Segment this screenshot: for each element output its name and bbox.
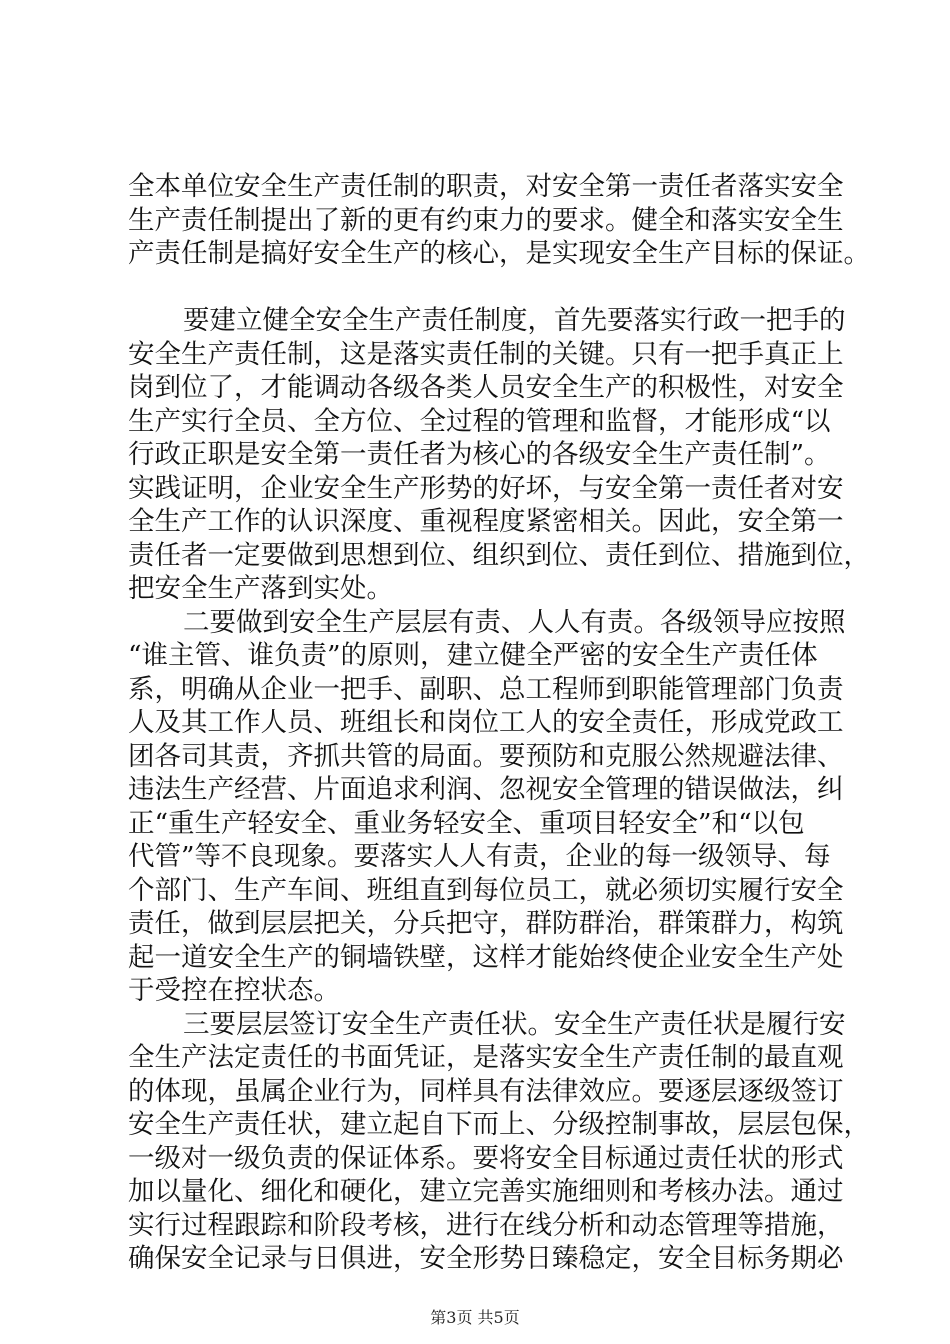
paragraph-2 [128,304,870,606]
text-line: 二要做到安全生产层层有责、人人有责。各级领导应按照 [183,606,846,638]
text-line: 违法生产经营、片面追求利润、忽视安全管理的错误做法，纠 [128,774,844,805]
text-line: 团各司其责，齐抓共管的局面。要预防和克服公然规避法律、 [128,740,844,772]
paragraph-4 [128,1008,870,1276]
text-line: 把安全生产落到实处。 [128,573,393,604]
paragraph-1 [128,170,870,271]
text-line: “谁主管、谁负责”的原则，建立健全严密的安全生产责任体 [128,640,818,671]
text-line: 加以量化、细化和硬化，建立完善实施细则和考核办法。通过 [128,1176,844,1207]
text-line: 实践证明，企业安全生产形势的好坏，与安全第一责任者对安 [128,472,844,504]
text-line: 生产实行全员、全方位、全过程的管理和监督，才能形成“以 [128,405,831,437]
text-line: 系，明确从企业一把手、副职、总工程师到职能管理部门负责 [128,673,844,705]
text-line: 全生产法定责任的书面凭证，是落实安全生产责任制的最直观 [128,1042,844,1073]
text-line: 安全生产责任状，建立起自下而上、分级控制事故，层层包保， [128,1109,870,1140]
text-line: 一级对一级负责的保证体系。要将安全目标通过责任状的形式 [128,1142,844,1174]
text-line: 确保安全记录与日俱进，安全形势日臻稳定，安全目标务期必 [128,1243,844,1274]
text-line: 全本单位安全生产责任制的职责，对安全第一责任者落实安全 [128,171,844,202]
text-line: 个部门、生产车间、班组直到每位员工，就必须切实履行安全 [128,874,844,906]
text-line: 起一道安全生产的铜墙铁壁，这样才能始终使企业安全生产处 [128,941,844,973]
text-line: 的体现，虽属企业行为，同样具有法律效应。要逐层逐级签订 [128,1075,844,1107]
text-line: 全生产工作的认识深度、重视程度紧密相关。因此，安全第一 [128,506,844,537]
text-line: 产责任制是搞好安全生产的核心，是实现安全生产目标的保证。 [128,238,870,269]
text-line: 行政正职是安全第一责任者为核心的各级安全生产责任制”。 [128,439,831,470]
text-line: 实行过程跟踪和阶段考核，进行在线分析和动态管理等措施， [128,1209,844,1241]
paragraph-spacer [128,271,848,305]
paragraph-3 [128,606,848,1008]
text-line: 人及其工作人员、班组长和岗位工人的安全责任，形成党政工 [128,707,844,738]
text-line: 于受控在控状态。 [128,975,340,1006]
page-footer [0,1305,950,1328]
document-body [128,170,870,1276]
text-line: 代管”等不良现象。要落实人人有责，企业的每一级领导、每 [128,841,831,872]
text-line: 生产责任制提出了新的更有约束力的要求。健全和落实安全生 [128,204,844,236]
text-line: 岗到位了，才能调动各级各类人员安全生产的积极性，对安全 [128,372,844,403]
text-line: 三要层层签订安全生产责任状。安全生产责任状是履行安 [183,1008,846,1040]
text-line: 正“重生产轻安全、重业务轻安全、重项目轻安全”和“以包 [128,807,805,839]
text-line: 责任，做到层层把关，分兵把守，群防群治，群策群力，构筑 [128,908,844,939]
text-line: 责任者一定要做到思想到位、组织到位、责任到位、措施到位， [128,539,870,571]
page-number: 第3页 共5页 [430,1308,520,1327]
text-line: 安全生产责任制，这是落实责任制的关键。只有一把手真正上 [128,338,844,370]
text-line: 要建立健全安全生产责任制度，首先要落实行政一把手的 [183,305,846,336]
